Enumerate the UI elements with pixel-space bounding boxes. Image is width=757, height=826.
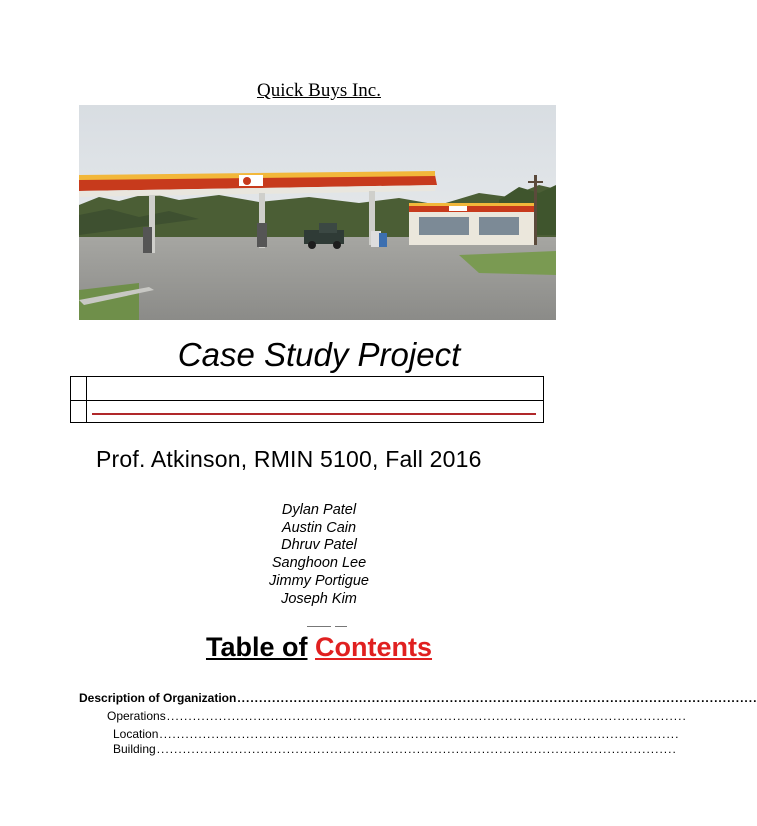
toc-leader: ........................................................................................................................ [237,691,757,705]
table-column-divider [86,377,87,422]
company-name: Quick Buys Inc. [256,80,381,101]
author-list [0,502,638,608]
author-name: Jimmy Portigue [269,572,369,589]
toc-heading-part2: Contents [315,632,433,662]
table-row-divider [71,400,543,401]
gas-station-photo [79,105,556,320]
toc-heading-part1: Table of [205,632,308,662]
toc-entry-label: Operations [107,709,166,723]
toc-entry[interactable] [113,742,677,757]
toc-leader: ........................................................................................................................ [156,742,677,756]
author-name: Sanghoon Lee [271,555,367,572]
toc-entry[interactable] [107,709,687,724]
author-name: Austin Cain [281,519,357,536]
red-rule [92,413,536,415]
toc-entry[interactable] [113,727,680,742]
course-line: Prof. Atkinson, RMIN 5100, Fall 2016 [96,446,482,472]
toc-leader: ........................................................................................................................ [159,727,680,741]
author-name: Joseph Kim [281,590,357,607]
author-name: Dhruv Patel [281,537,357,554]
author-name: Dylan Patel [281,502,357,518]
toc-leader: ........................................................................................................................ [166,709,687,723]
toc-heading [0,632,638,663]
document-title: Case Study Project [177,336,461,373]
toc-entry-label: Building [113,742,156,756]
toc-entry-label: Description of Organization [79,691,237,705]
title-table [70,376,544,423]
separator-marks [307,626,347,628]
toc-entry-label: Location [113,727,159,741]
toc-entry[interactable] [79,691,757,706]
